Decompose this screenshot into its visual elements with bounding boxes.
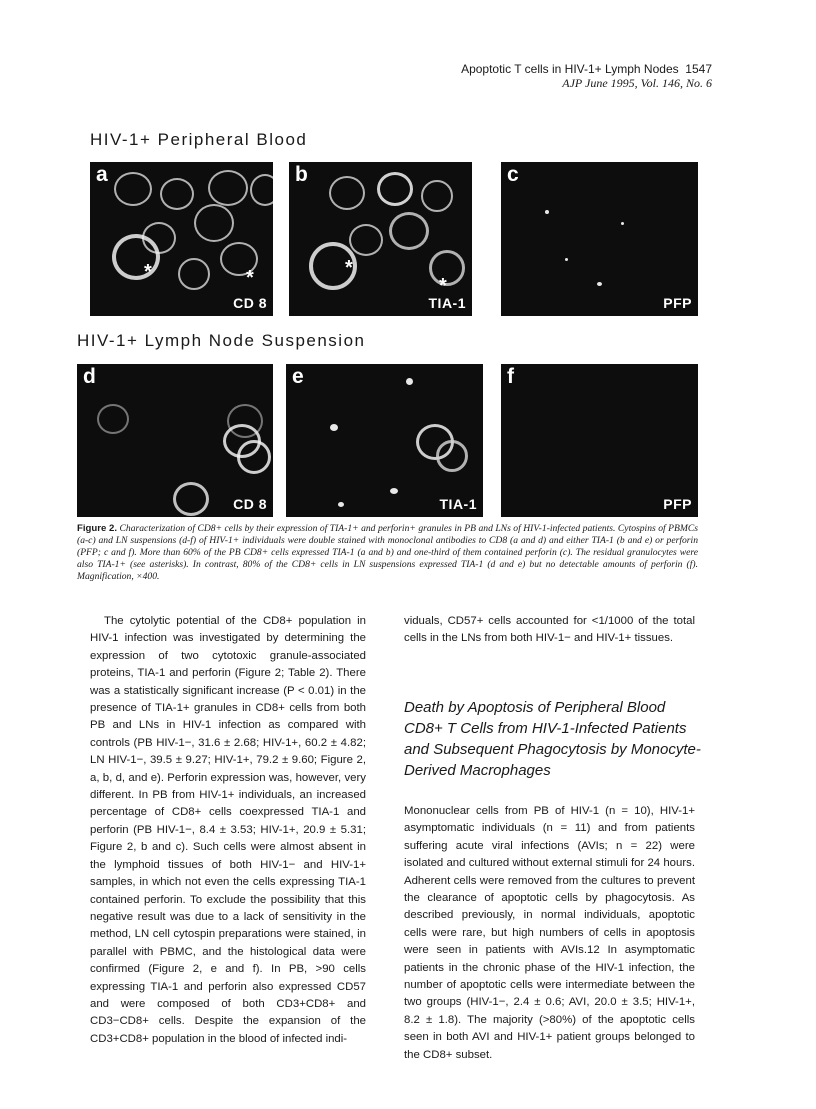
panel-b-label: b	[295, 163, 308, 186]
panel-d-marker: CD 8	[233, 496, 267, 512]
panel-b-marker: TIA-1	[428, 295, 466, 311]
figure-panel-b: * * b TIA-1	[289, 162, 472, 316]
panel-a-label: a	[96, 163, 108, 186]
figure-caption-text: Characterization of CD8+ cells by their expression of TIA-1+ and perforin+ granules in PB and LNs of HIV-1-infected patients. Cytospins of PBMCs (a-c) and LN suspensions (d-f) of HIV-1+ individuals were double stained with monoclonal antibodies to CD8 (a and d) and either TIA-1 (b and e) or perforin (PFP; c and f). More than 60% of the PB CD8+ cells expressed TIA-1 (a and b) and one-third of them contained perforin (c). The residual granulocytes were also TIA-1+ (see asterisks). In contrast, 80% of the CD8+ cells in LN suspensions expressed TIA-1 (d and e) but no detectable amounts of perforin (f). Magnification, ×400.	[77, 523, 698, 582]
left-column	[90, 613, 366, 1048]
journal-citation: AJP June 1995, Vol. 146, No. 6	[562, 76, 712, 90]
figure-row2-title: HIV-1+ Lymph Node Suspension	[77, 331, 366, 350]
panel-f-label: f	[507, 365, 514, 388]
right-column-body	[404, 803, 695, 1064]
body-paragraph-continuation: viduals, CD57+ cells accounted for <1/1000 of the total cells in the LNs from both HIV-1− and HIV-1+ tissues.	[404, 615, 695, 645]
body-paragraph-apoptosis: Mononuclear cells from PB of HIV-1 (n = 10), HIV-1+ asymptomatic individuals (n = 11) and from patients suffering acute viral infections (AVIs; n = 22) were isolated and cultured without external stimuli for 24 hours. Adherent cells were removed from the cultures to prevent the clearance of apoptotic cells by phagocytosis. As described previously, in normal individuals, apoptotic cells were rare, but high numbers of cells in apoptosis were seen in patients with AVIs.12 In asymptomatic patients in the chronic phase of the HIV-1 infection, the number of apoptotic cells were intermediate between the two groups (HIV-1−, 2.4 ± 0.6; AVI, 20.0 ± 3.5; HIV-1+, 8.2 ± 1.8). The majority (>80%) of the apoptotic cells seen in both AVI and HIV-1+ patient groups belonged to the CD8+ subset.	[404, 805, 695, 1061]
panel-a-marker: CD 8	[233, 295, 267, 311]
panel-c-marker: PFP	[663, 295, 692, 311]
panel-c-label: c	[507, 163, 519, 186]
body-paragraph-cytolytic: The cytolytic potential of the CD8+ population in HIV-1 infection was investigated by determining the expression of two cytotoxic granule-associated proteins, TIA-1 and perforin (Figure 2; Table 2). There was a statistically significant increase (P < 0.01) in the presence of TIA-1+ granules in CD8+ cells from both PB and LNs in HIV-1 infection as compared with controls (PB HIV-1−, 31.6 ± 2.68; HIV-1+, 60.2 ± 4.82; LN HIV-1−, 39.5 ± 9.27; HIV-1+, 79.2 ± 9.60; Figure 2, a, b, d, and e). Perforin expression was, however, very different. In PB from HIV-1+ individuals, an increased percentage of CD8+ cells coexpressed TIA-1 and perforin (PB HIV-1−, 8.4 ± 3.53; HIV-1+, 20.9 ± 5.31; Figure 2, b and c). Such cells were almost absent in the lymphoid tissues of both HIV-1− and HIV-1+ samples, in which not even the cells expressing TIA-1 contained perforin. To exclude the possibility that this negative result was due to a lack of sensitivity in the method, LN cell cytospin preparations were stained, in parallel with PBMC, and the histological data were confirmed (Figure 2, e and f). In PB, >90 cells expressing TIA-1 and perforin also expressed CD57 and were composed of both CD3+CD8+ and CD3−CD8+ cells. Despite the expansion of the CD3+CD8+ population in the blood of infected indi-	[90, 615, 366, 1045]
figure-panel-d	[77, 364, 273, 517]
panel-e-marker: TIA-1	[439, 496, 477, 512]
figure-panel-e	[286, 364, 483, 517]
figure-panel-f	[501, 364, 698, 517]
running-title: Apoptotic T cells in HIV-1+ Lymph Nodes	[461, 62, 679, 76]
panel-f-marker: PFP	[663, 496, 692, 512]
panel-e-label: e	[292, 365, 304, 388]
panel-d-label: d	[83, 365, 96, 388]
figure-row1-title: HIV-1+ Peripheral Blood	[90, 130, 308, 149]
figure-panel-a: * * a CD 8	[90, 162, 273, 316]
figure-panel-c	[501, 162, 698, 316]
figure-caption-label: Figure 2.	[77, 523, 118, 534]
figure-caption	[77, 523, 698, 583]
section-heading: Death by Apoptosis of Peripheral Blood CD8+ T Cells from HIV-1-Infected Patients and Subsequent Phagocytosis by Monocyte-Derived Macrophages	[404, 699, 701, 779]
running-header	[461, 62, 712, 90]
page-number: 1547	[685, 62, 712, 76]
right-column	[404, 613, 695, 648]
